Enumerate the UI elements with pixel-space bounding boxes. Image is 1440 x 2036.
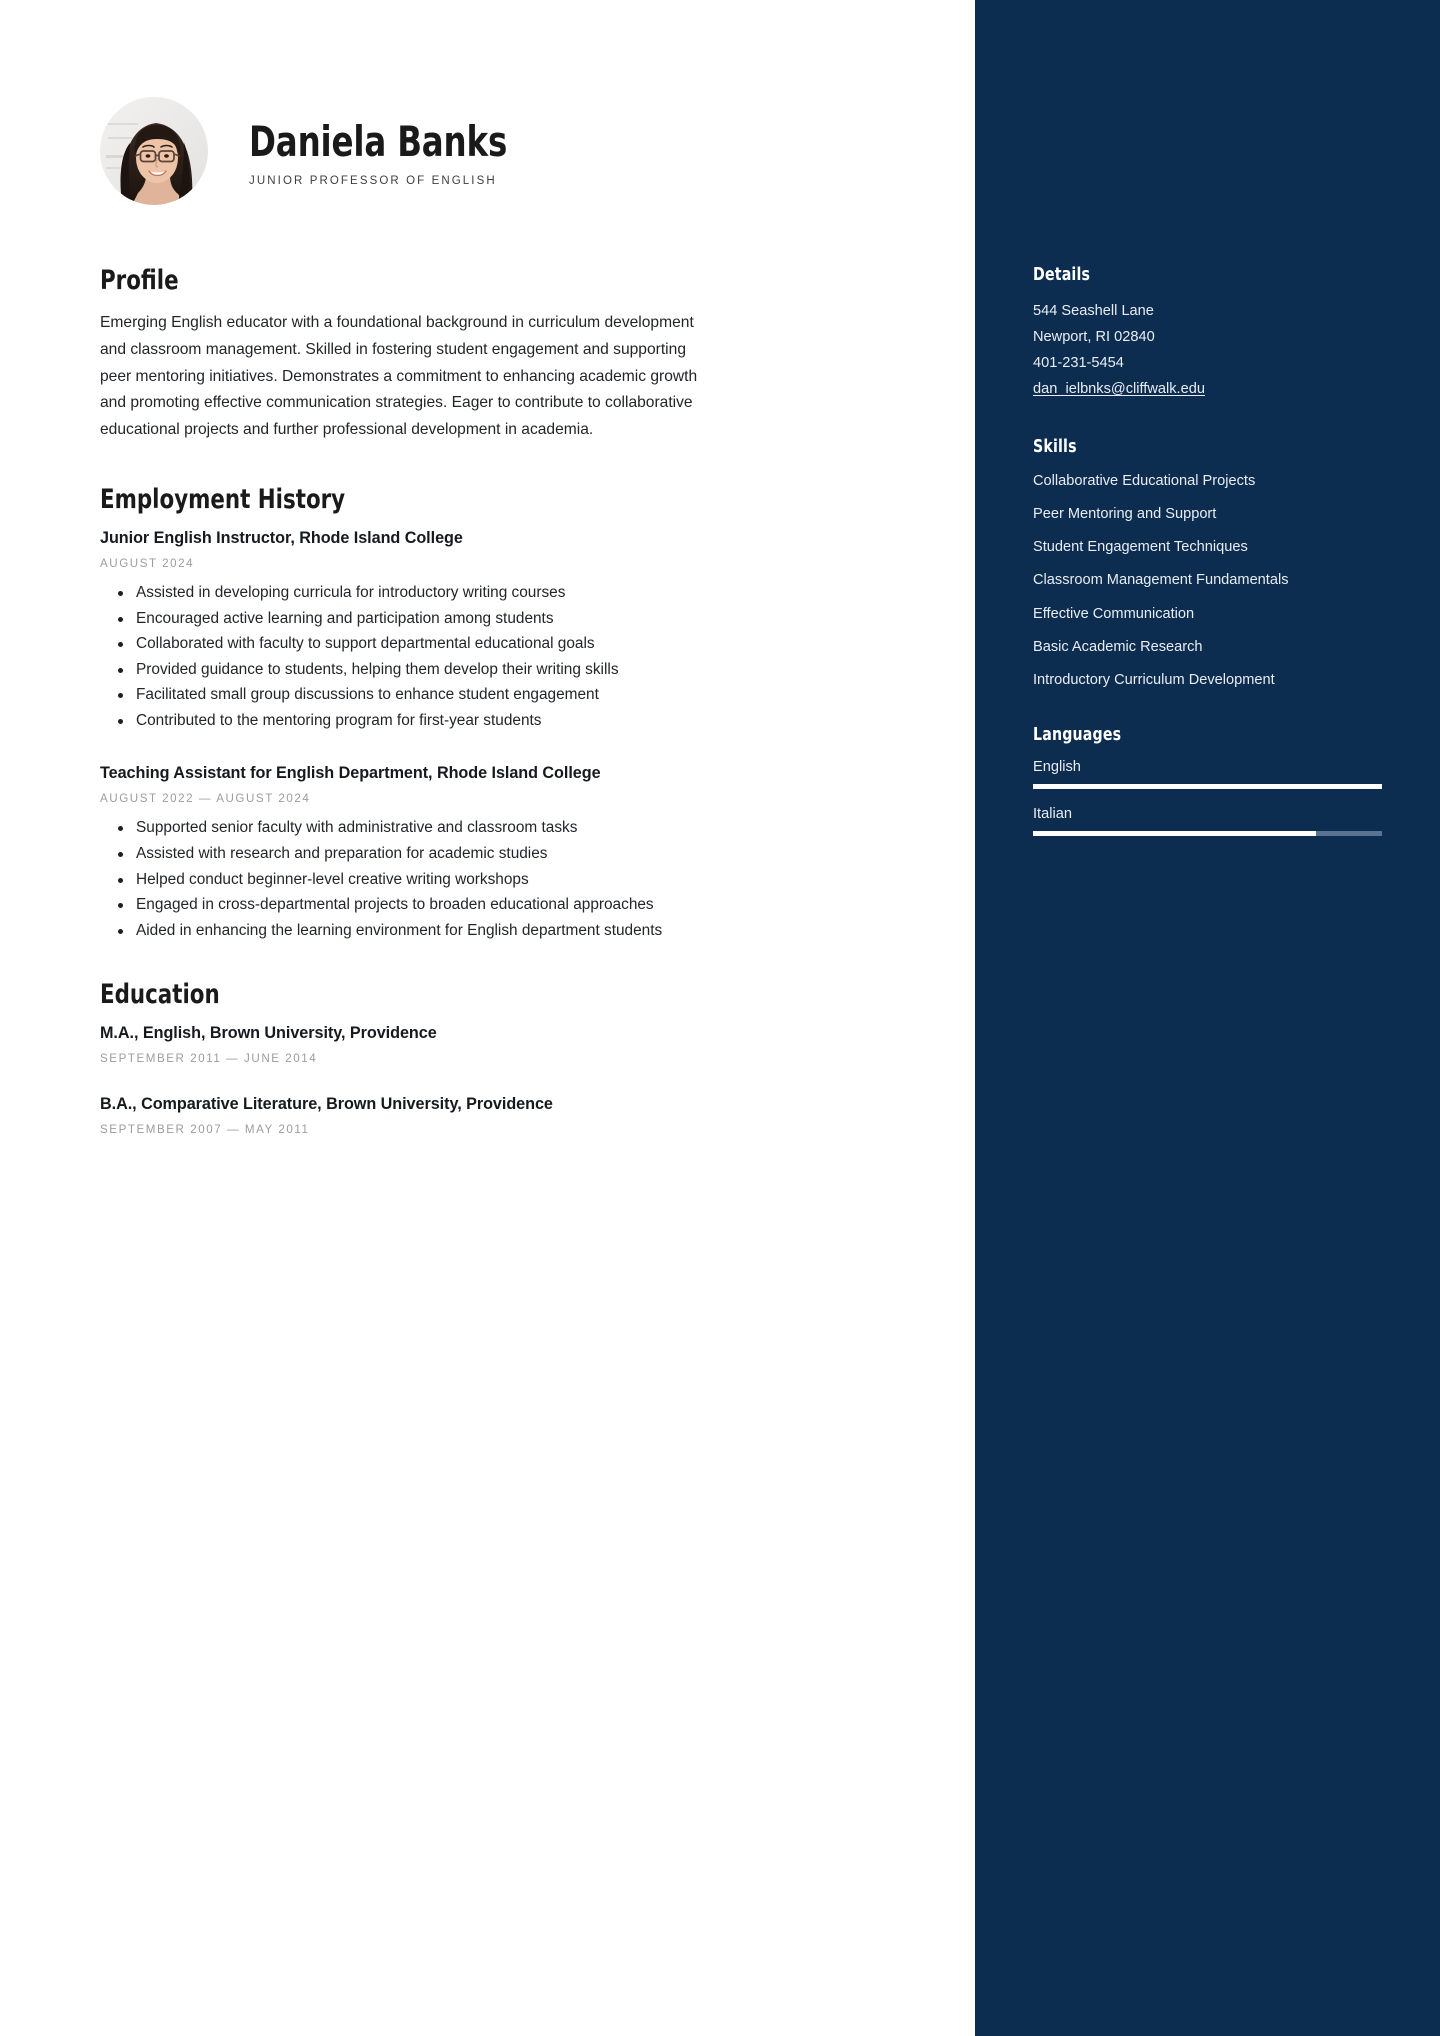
person-name: Daniela Banks <box>249 117 508 167</box>
profile-section-title: Profile <box>100 265 179 296</box>
education-section-title: Education <box>100 979 220 1011</box>
list-item: Assisted with research and preparation for academic studies <box>136 841 975 867</box>
language-item <box>1033 806 1382 836</box>
education-entry-date: SEPTEMBER 2011 — JUNE 2014 <box>100 1052 318 1066</box>
phone-number: 401-231-5454 <box>1033 354 1124 371</box>
languages-section-title: Languages <box>1033 724 1122 745</box>
skill-item: Collaborative Educational Projects <box>1033 472 1256 489</box>
education-entry-date: SEPTEMBER 2007 — MAY 2011 <box>100 1123 310 1137</box>
language-level-bar <box>1033 784 1382 789</box>
language-item <box>1033 759 1382 789</box>
skills-list <box>1033 471 1382 691</box>
language-name: English <box>1033 758 1081 775</box>
email-link[interactable]: dan_ielbnks@cliffwalk.edu <box>1033 380 1205 397</box>
list-item: Collaborated with faculty to support departmental educational goals <box>136 631 975 657</box>
resume-header <box>100 97 975 205</box>
avatar <box>100 97 208 205</box>
list-item: Assisted in developing curricula for introductory writing courses <box>136 580 975 606</box>
list-item: Provided guidance to students, helping them develop their writing skills <box>136 657 975 683</box>
language-level-bar <box>1033 831 1382 836</box>
skills-section <box>1033 437 1382 691</box>
education-section <box>100 979 975 1136</box>
employment-entry-title: Teaching Assistant for English Department, Rhode Island College <box>100 764 601 783</box>
employment-section <box>100 484 975 943</box>
person-job-title: JUNIOR PROFESSOR OF ENGLISH <box>249 174 497 187</box>
skill-item: Student Engagement Techniques <box>1033 539 1248 556</box>
skill-item: Classroom Management Fundamentals <box>1033 572 1289 589</box>
languages-section <box>1033 725 1382 836</box>
details-section <box>1033 265 1382 403</box>
employment-entry-title: Junior English Instructor, Rhode Island College <box>100 529 463 548</box>
profile-text: Emerging English educator with a foundational background in curriculum development and classroom management. Skilled in fostering student engagement and supporting peer mentoring initiatives. Demonstrates a commitment to enhancing academic growth and promoting effective communication strategies. Eager to contribute to collaborative educational projects and further professional development in academia. <box>100 314 698 439</box>
sidebar <box>975 0 1440 2036</box>
education-entry <box>100 1095 975 1136</box>
skill-item: Peer Mentoring and Support <box>1033 506 1217 523</box>
employment-entry <box>100 529 975 733</box>
header-text-block <box>249 115 549 186</box>
employment-entry-bullets <box>100 815 975 943</box>
list-item: Encouraged active learning and participation among students <box>136 606 975 632</box>
language-level-fill <box>1033 784 1382 789</box>
employment-entry-date: AUGUST 2022 — AUGUST 2024 <box>100 792 311 806</box>
language-name: Italian <box>1033 805 1072 822</box>
profile-section <box>100 265 975 444</box>
skill-item: Basic Academic Research <box>1033 638 1203 655</box>
employment-section-title: Employment History <box>100 484 346 516</box>
list-item: Facilitated small group discussions to enhance student engagement <box>136 682 975 708</box>
employment-entry-date: AUGUST 2024 <box>100 557 195 571</box>
address-line-1: 544 Seashell Lane <box>1033 303 1154 319</box>
list-item: Helped conduct beginner-level creative writing workshops <box>136 867 975 893</box>
education-entry-title: M.A., English, Brown University, Providence <box>100 1024 437 1043</box>
skills-section-title: Skills <box>1033 436 1077 457</box>
skill-item: Effective Communication <box>1033 605 1195 622</box>
avatar-photo-icon <box>100 97 208 205</box>
list-item: Aided in enhancing the learning environment for English department students <box>136 918 975 944</box>
list-item: Contributed to the mentoring program for first-year students <box>136 708 975 734</box>
employment-entry <box>100 764 975 943</box>
details-section-title: Details <box>1033 265 1091 285</box>
address-line-2: Newport, RI 02840 <box>1033 328 1155 345</box>
language-level-fill <box>1033 831 1316 836</box>
employment-entry-bullets <box>100 580 975 733</box>
list-item: Supported senior faculty with administrative and classroom tasks <box>136 815 975 841</box>
education-entry-title: B.A., Comparative Literature, Brown University, Providence <box>100 1095 553 1114</box>
list-item: Engaged in cross-departmental projects to broaden educational approaches <box>136 892 975 918</box>
education-entry <box>100 1024 975 1065</box>
skill-item: Introductory Curriculum Development <box>1033 671 1275 688</box>
